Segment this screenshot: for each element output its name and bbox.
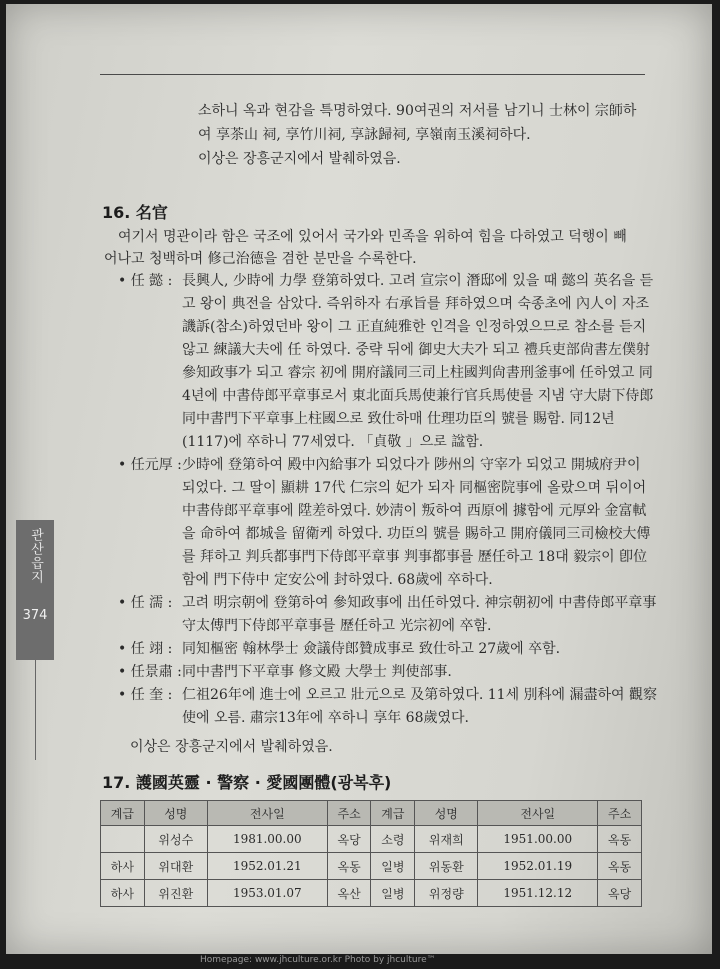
table-cell: 위정량: [415, 880, 478, 907]
table-cell: 옥당: [598, 880, 642, 907]
col-rank: 계급: [101, 801, 145, 826]
table-header-row: [101, 801, 642, 826]
table-cell: 일병: [371, 853, 415, 880]
table-cell: 1981.00.00: [207, 826, 327, 853]
side-tab: [16, 520, 54, 660]
table-cell: 1952.01.19: [478, 853, 598, 880]
entry-im-ui: [118, 270, 658, 476]
page-number: 374: [22, 608, 48, 623]
section-16-intro-1: 여기서 명관이라 함은 국조에 있어서 국가와 민족을 위하여 힘을 다하였고 덕행이 빼: [118, 229, 627, 245]
side-tab-title: 관산읍지: [28, 528, 43, 584]
entry-text: 고려 明宗朝에 登第하여 參知政事에 出任하였다. 神宗朝初에 中書侍郎平章事守太傅門下侍郎平章事를 歷任하고 光宗初에 卒함.: [182, 595, 657, 634]
table-row: [101, 853, 642, 880]
entry-im-ik: [118, 638, 658, 661]
honor-roll-table: [100, 800, 642, 907]
table-cell: 일병: [371, 880, 415, 907]
entry-label: • 任景肅 :: [118, 664, 182, 680]
intro-line-1: 소하니 옥과 현감을 특명하였다. 90여권의 저서를 남기니 士林이 宗師하: [198, 103, 637, 119]
table-cell: 1952.01.21: [207, 853, 327, 880]
table-cell: 하사: [101, 880, 145, 907]
photo-credit: Homepage: www.jhculture.or.kr Photo by jhculture™: [200, 955, 436, 965]
table-cell: 위재희: [415, 826, 478, 853]
section-16-intro-2: 어나고 청백하며 修己治德을 겸한 분만을 수록한다.: [104, 251, 417, 267]
entry-text: 同中書門下平章事 修文殿 大學士 判使部事.: [182, 664, 452, 680]
entry-label: • 任 奎 :: [118, 687, 173, 703]
entry-im-wonhu: [118, 454, 658, 588]
table-cell: 옥당: [327, 826, 371, 853]
entry-im-gyu: [118, 684, 658, 730]
table-cell: 1951.00.00: [478, 826, 598, 853]
side-rule: [35, 660, 36, 760]
col-date-2: 전사일: [478, 801, 598, 826]
table-cell: 소령: [371, 826, 415, 853]
intro-line-2: 여 享茶山 祠, 享竹川祠, 享詠歸祠, 享嶺南玉溪祠하다.: [198, 127, 531, 143]
section-17-heading: 17. 護國英靈 · 警察 · 愛國團體(광복후): [102, 773, 392, 792]
col-name-2: 성명: [415, 801, 478, 826]
table-cell: 1953.01.07: [207, 880, 327, 907]
table-cell: 위동환: [415, 853, 478, 880]
entry-label: • 任 懿 :: [118, 273, 173, 289]
table-cell: [101, 826, 145, 853]
table-cell: 위대환: [144, 853, 207, 880]
col-name: 성명: [144, 801, 207, 826]
entry-text: 長興人, 少時에 力學 登第하였다. 고려 宣宗이 潛邸에 있을 때 懿의 英名을 듣고 왕이 典전을 삼았다. 즉위하자 右承旨를 拜하였으며 숙종초에 內人이 자조 譏訴(참소)하였던바 왕이 그 正直純雅한 인격을 인정하였으므로 참소를 듣지않고 練議大夫에 任 하였다. 중략 뒤에 御史大夫가 되고 禮兵吏部尙書左僕射參知政事가 되고 睿宗 初에 開府議同三司上柱國判尙書刑釜事에 任하였고 同4년에 中書侍郎平章事로서 東北面兵馬使兼行官兵馬使를 지냄 守大尉下侍郎同中書門下平章事上柱國으로 致仕하매 仕理功臣의 號를 賜함. 同12년(1117)에 卒하니 77세였다. 「貞敬 」으로 諡함.: [182, 273, 654, 450]
table-cell: 옥동: [327, 853, 371, 880]
table-cell: 1951.12.12: [478, 880, 598, 907]
entry-text: 仁祖26年에 進士에 오르고 壯元으로 及第하였다. 11세 別科에 漏盡하여 觀察使에 오름. 肅宗13年에 卒하니 享年 68歲였다.: [182, 687, 658, 726]
entry-label: • 任 翊 :: [118, 641, 173, 657]
col-address-2: 주소: [598, 801, 642, 826]
table-cell: 옥산: [327, 880, 371, 907]
section-16-heading: 16. 名官: [102, 203, 168, 222]
entry-label: • 任元厚 :: [118, 457, 182, 473]
table-cell: 위진환: [144, 880, 207, 907]
entry-label: • 任 濡 :: [118, 595, 173, 611]
table-cell: 옥동: [598, 826, 642, 853]
table-cell: 옥동: [598, 853, 642, 880]
header-rule: [100, 74, 645, 75]
table-row: [101, 826, 642, 853]
section-16-outro: 이상은 장흥군지에서 발췌하였음.: [130, 739, 333, 755]
table-cell: 하사: [101, 853, 145, 880]
col-address: 주소: [327, 801, 371, 826]
entry-im-gyeongsuk: [118, 661, 658, 684]
col-date: 전사일: [207, 801, 327, 826]
entry-im-yu: [118, 592, 658, 638]
entry-text: 少時에 登第하여 殿中內給事가 되었다가 陟州의 守宰가 되었고 開城府尹이 되었다. 그 딸이 顯耕 17代 仁宗의 妃가 되자 同樞密院事에 올랐으며 뒤이어 中書侍郎平章事에 陞差하였다. 妙淸이 叛하여 西原에 據함에 元厚와 金富軾을 命하여 都城을 留衛케 하였다. 功臣의 號를 賜하고 開府儀同三司檢校大傅를 拜하고 判兵都事門下侍郎平章事 判事都事를 歷任하고 18대 毅宗이 卽位함에 門下侍中 定安公에 封하였다. 68歲에 卒하다.: [182, 457, 651, 588]
intro-line-3: 이상은 장흥군지에서 발췌하였음.: [198, 151, 401, 167]
entry-text: 同知樞密 翰林學士 僉議侍郎贊成事로 致仕하고 27歲에 卒함.: [182, 641, 561, 657]
col-rank-2: 계급: [371, 801, 415, 826]
table-cell: 위성수: [144, 826, 207, 853]
table-row: [101, 880, 642, 907]
